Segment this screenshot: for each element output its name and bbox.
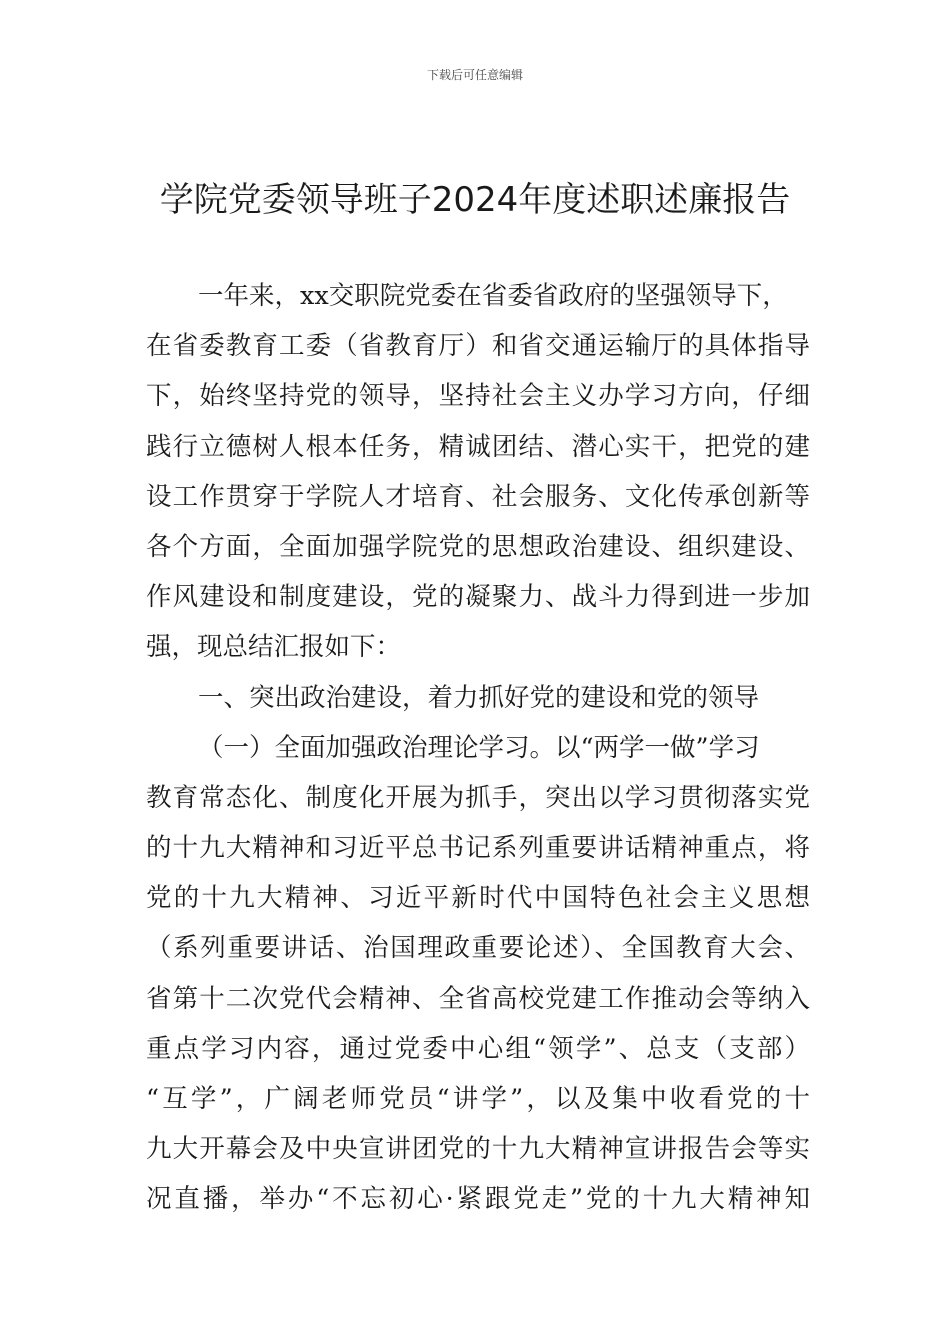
- paragraph-line: 一年来，xx交职院党委在省委省政府的坚强领导下，: [198, 281, 788, 311]
- paragraph-line: 践行立德树人根本任务，精诚团结、潜心实干，把党的建: [146, 431, 810, 462]
- paragraph-line: 党的十九大精神、习近平新时代中国特色社会主义思想: [146, 883, 810, 914]
- paragraph-line: “互学”，广阔老师党员“讲学”，以及集中收看党的十: [146, 1084, 810, 1114]
- subsection-heading: （一）全面加强政治理论学习。以“两学一做”学习: [198, 732, 760, 763]
- paragraph-line: 设工作贯穿于学院人才培育、社会服务、文化传承创新等: [146, 481, 810, 512]
- document-title: 学院党委领导班子2024年度述职述廉报告: [159, 180, 791, 220]
- paragraph-line: 在省委教育工委（省教育厅）和省交通运输厅的具体指导: [146, 331, 810, 362]
- paragraph-line: 作风建设和制度建设，党的凝聚力、战斗力得到进一步加: [146, 582, 810, 613]
- paragraph-line: 重点学习内容，通过党委中心组“领学”、总支（支部）: [146, 1033, 810, 1064]
- paragraph-line: 九大开幕会及中央宣讲团党的十九大精神宣讲报告会等实: [146, 1134, 810, 1165]
- paragraph-line: 各个方面，全面加强学院党的思想政治建设、组织建设、: [146, 531, 810, 562]
- paragraph-line: 强，现总结汇报如下：: [146, 632, 402, 663]
- paragraph-line: （系列重要讲话、治国理政重要论述）、全国教育大会、: [146, 933, 810, 964]
- section-heading: 一、突出政治建设，着力抓好党的建设和党的领导: [198, 682, 760, 713]
- document-body: [146, 271, 810, 1225]
- paragraph-line: 的十九大精神和习近平总书记系列重要讲话精神重点，将: [146, 833, 810, 864]
- page-header-note: 下载后可任意编辑: [426, 68, 523, 82]
- paragraph-line: 省第十二次党代会精神、全省高校党建工作推动会等纳入: [146, 983, 810, 1014]
- paragraph-line: 教育常态化、制度化开展为抓手，突出以学习贯彻落实党: [146, 782, 810, 813]
- paragraph-line: 况直播，举办“不忘初心·紧跟党走”党的十九大精神知: [146, 1184, 810, 1215]
- paragraph-line: 下，始终坚持党的领导，坚持社会主义办学习方向，仔细: [146, 381, 810, 412]
